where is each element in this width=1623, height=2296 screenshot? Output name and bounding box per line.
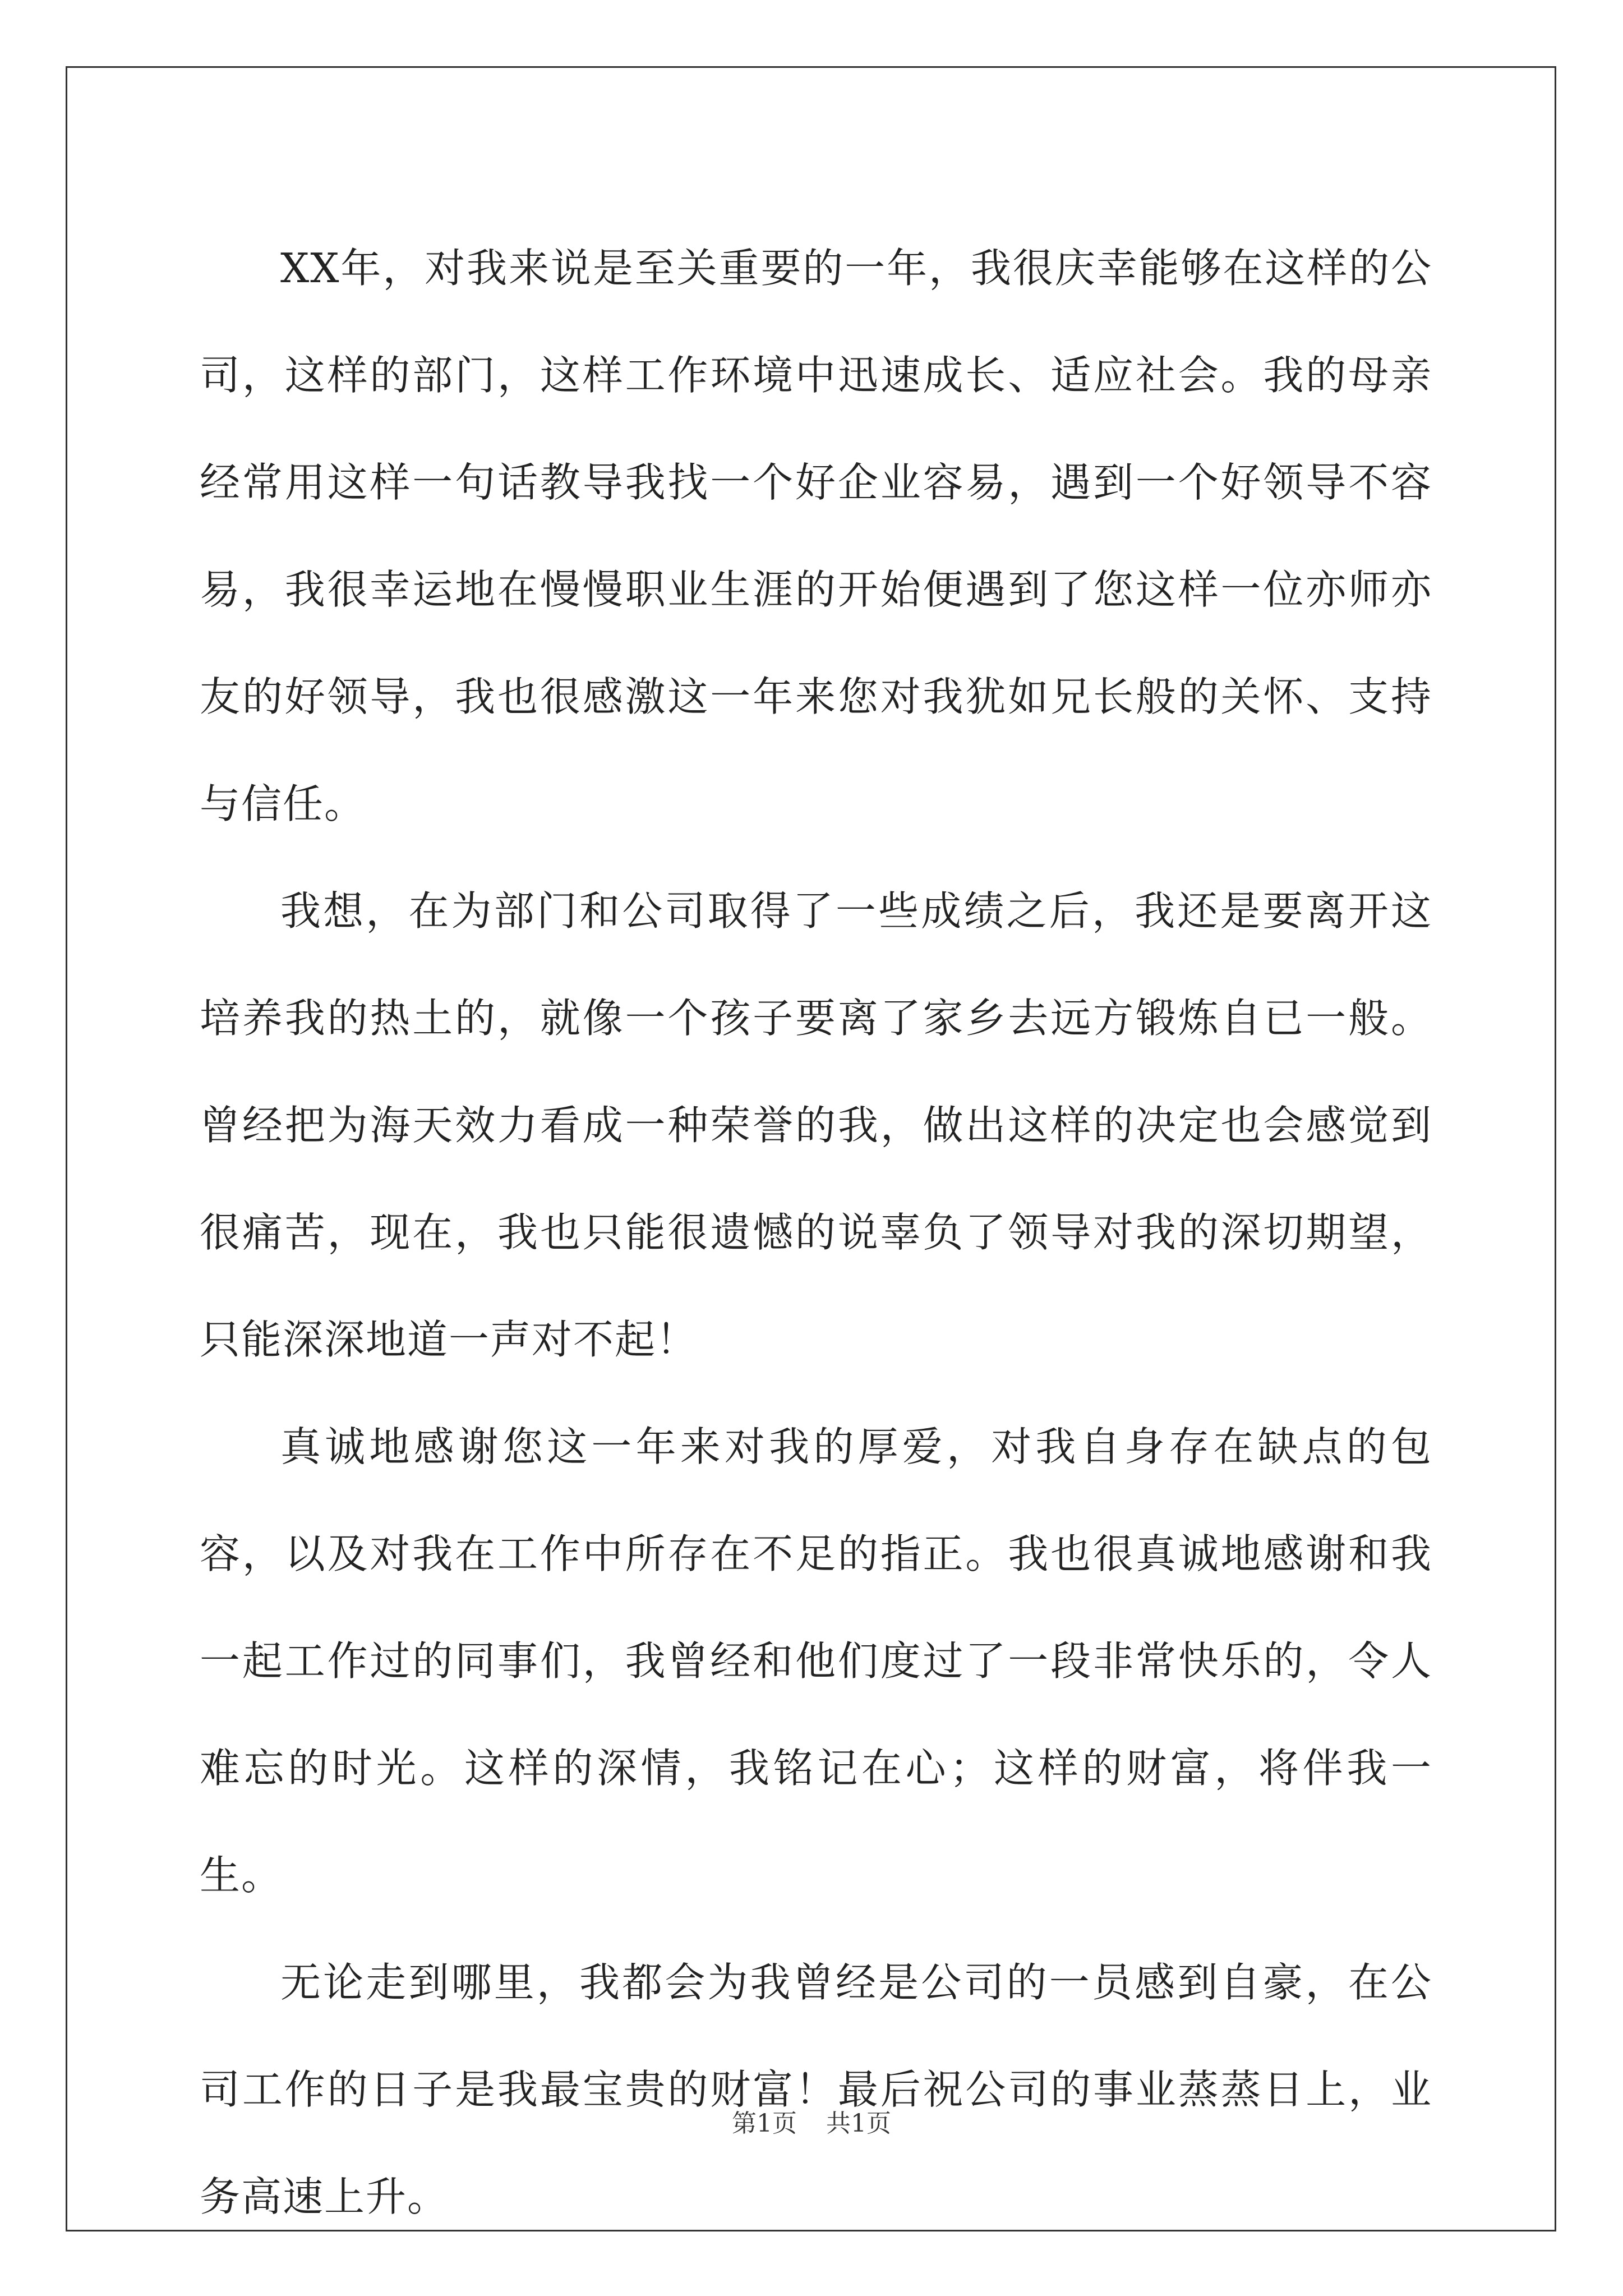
paragraph-2: 我想，在为部门和公司取得了一些成绩之后，我还是要离开这培养我的热土的，就像一个孩子要离了家乡去远方锻炼自已一般。曾经把为海天效力看成一种荣誉的我，做出这样的决定也会感觉到很痛苦，现在，我也只能很遗憾的说辜负了领导对我的深切期望，只能深深地道一声对不起！ [200,887,1432,1363]
page-footer [0,2107,1623,2141]
paragraph-3: 真诚地感谢您这一年来对我的厚爱，对我自身存在缺点的包容，以及对我在工作中所存在不足的指正。我也很真诚地感谢和我一起工作过的同事们，我曾经和他们度过了一段非常快乐的，令人难忘的时光。这样的深情，我铭记在心；这样的财富，将伴我一生。 [200,1423,1432,1899]
page-number: 第1页 [732,2109,797,2138]
total-pages: 共1页 [826,2109,891,2138]
paragraph-4: 无论走到哪里，我都会为我曾经是公司的一员感到自豪，在公司工作的日子是我最宝贵的财富！最后祝公司的事业蒸蒸日上，业务高速上升。 [200,1959,1432,2220]
paragraph-1: XX年，对我来说是至关重要的一年，我很庆幸能够在这样的公司，这样的部门，这样工作环境中迅速成长、适应社会。我的母亲经常用这样一句话教导我找一个好企业容易，遇到一个好领导不容易，我很幸运地在慢慢职业生涯的开始便遇到了您这样一位亦师亦友的好领导，我也很感激这一年来您对我犹如兄长般的关怀、支持与信任。 [200,245,1432,827]
document-body [200,215,1432,2251]
